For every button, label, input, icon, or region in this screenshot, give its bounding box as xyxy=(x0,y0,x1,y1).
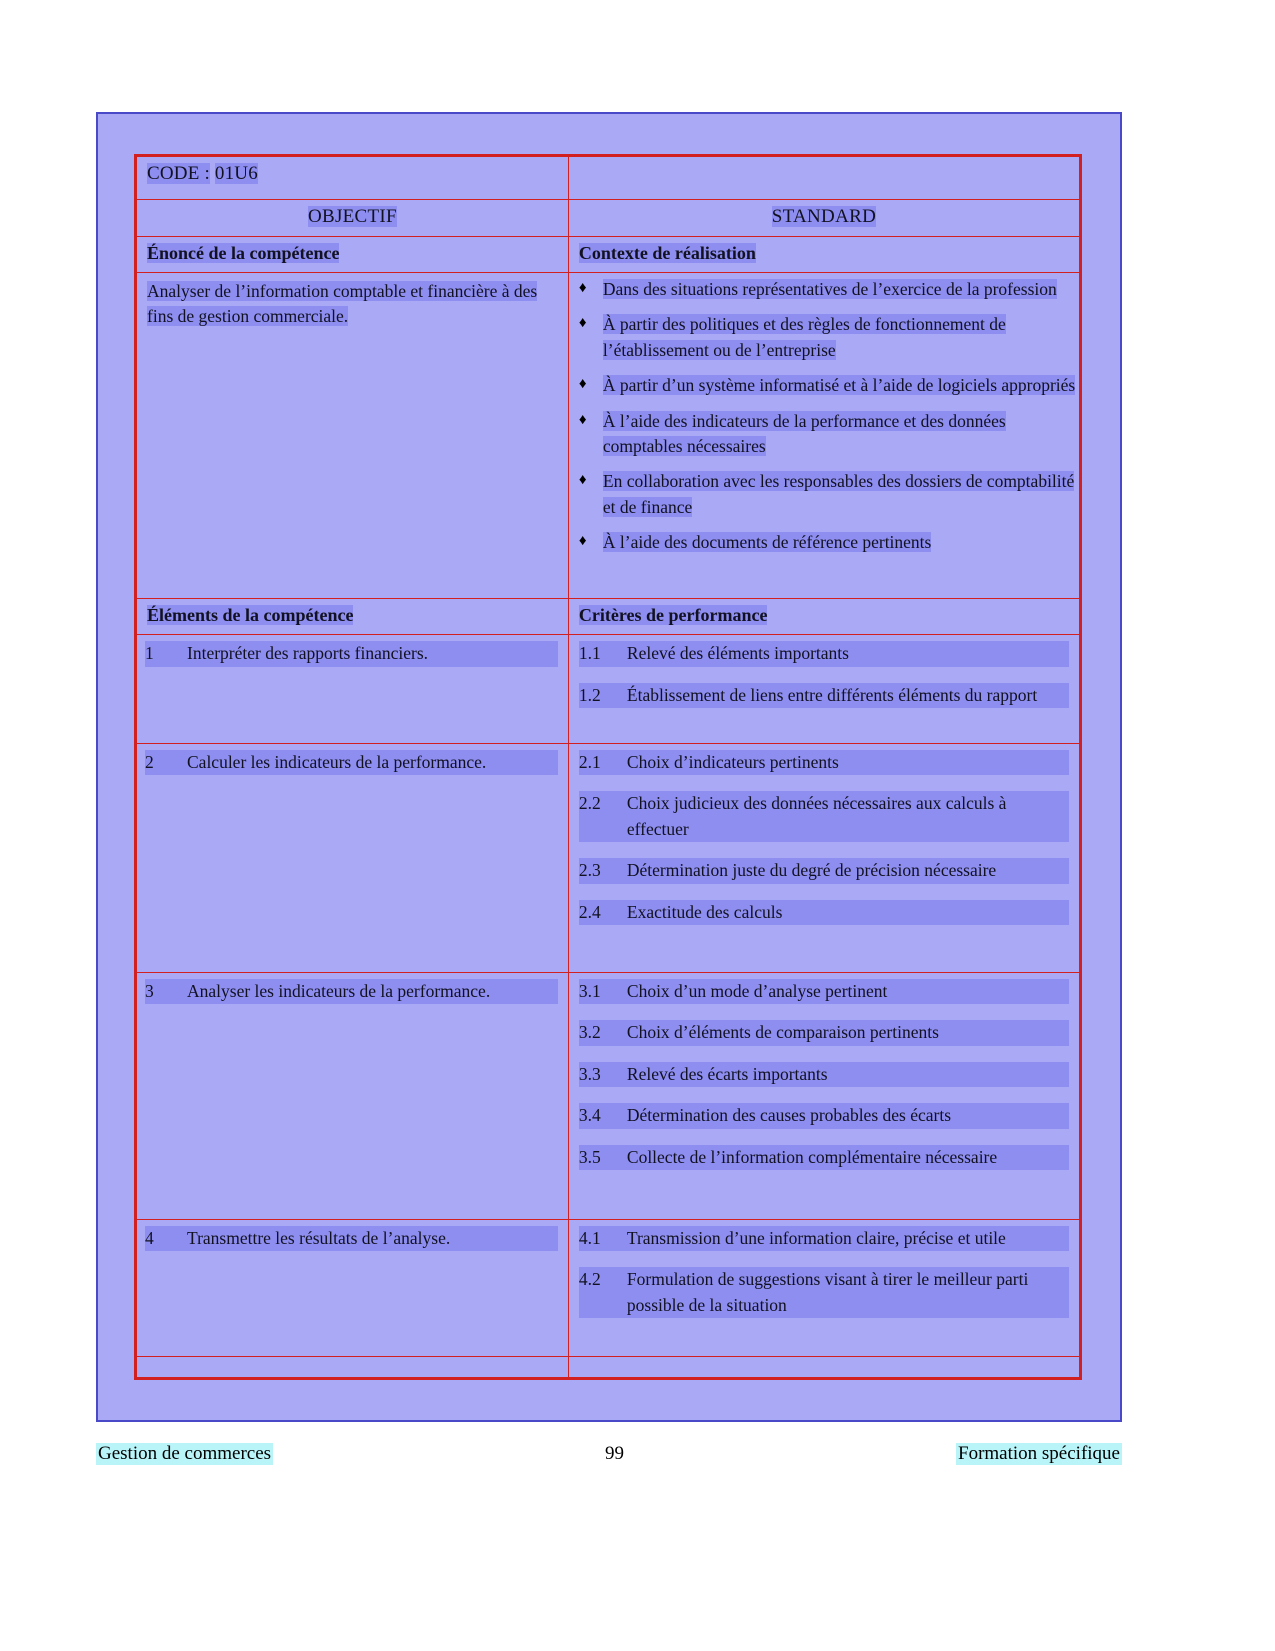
critere-text: Détermination juste du degré de précision nécessaire xyxy=(627,858,1069,883)
contexte-bullet-text: À partir d’un système informatisé et à l’aide de logiciels appropriés xyxy=(602,375,1076,396)
list-item xyxy=(579,900,1069,925)
enonce-header xyxy=(137,237,568,272)
contexte-bullet-text: Dans des situations représentatives de l’exercice de la profession xyxy=(602,279,1057,299)
element-number: 2 xyxy=(145,750,187,775)
enonce-contexte-row xyxy=(137,273,1080,599)
page-footer xyxy=(96,1443,1122,1465)
critere-text: Collecte de l’information complémentaire nécessaire xyxy=(627,1145,1069,1170)
critere-text: Choix judicieux des données nécessaires aux calculs à effectuer xyxy=(627,791,1069,842)
criteres-cell xyxy=(568,973,1079,1220)
critere-text: Formulation de suggestions visant à tirer le meilleur parti possible de la situation xyxy=(627,1267,1069,1318)
list-item xyxy=(579,1145,1069,1170)
enonce-text: Analyser de l’information comptable et financière à des fins de gestion commerciale. xyxy=(147,281,538,327)
critere-text: Détermination des causes probables des écarts xyxy=(627,1103,1069,1128)
diamond-bullet-icon: ♦ xyxy=(578,280,587,296)
list-item xyxy=(579,641,1069,666)
element-list-3 xyxy=(137,973,568,1028)
element-text: Transmettre les résultats de l’analyse. xyxy=(187,1226,558,1251)
list-item xyxy=(579,1226,1069,1251)
diamond-bullet-icon: ♦ xyxy=(578,315,587,332)
element-cell xyxy=(137,973,569,1220)
criteres-list-1 xyxy=(569,635,1079,732)
critere-number: 2.3 xyxy=(579,858,627,883)
criteres-list-2 xyxy=(569,744,1079,949)
standard-header-cell xyxy=(568,200,1079,237)
list-item xyxy=(145,641,558,666)
footer-left-text: Gestion de commerces xyxy=(98,1443,272,1464)
critere-text: Transmission d’une information claire, précise et utile xyxy=(627,1226,1069,1251)
list-item xyxy=(579,791,1069,842)
critere-number: 2.1 xyxy=(579,750,627,775)
elements-header-text: Éléments de la compétence xyxy=(147,605,354,626)
contexte-bullet-text: À partir des politiques et des règles de fonctionnement de l’établissement ou de l’entreprise xyxy=(602,314,1006,360)
contexte-header xyxy=(569,237,1079,272)
contexte-bullet-text: En collaboration avec les responsables des dossiers de comptabilité et de finance xyxy=(602,471,1075,517)
diamond-bullet-icon: ♦ xyxy=(578,376,587,393)
list-item xyxy=(569,530,1079,555)
table-row xyxy=(137,744,1080,973)
criteres-list-3 xyxy=(569,973,1079,1194)
critere-number: 1.2 xyxy=(579,683,627,708)
element-text: Interpréter des rapports financiers. xyxy=(187,641,558,666)
element-number: 3 xyxy=(145,979,187,1004)
element-number: 1 xyxy=(145,641,187,666)
critere-text: Relevé des éléments importants xyxy=(627,641,1069,666)
code-empty-cell xyxy=(568,157,1079,200)
table-row xyxy=(137,635,1080,744)
objectif-header-text: OBJECTIF xyxy=(307,206,397,227)
diamond-bullet-icon: ♦ xyxy=(578,533,587,549)
competency-table xyxy=(134,154,1082,1380)
standard-header xyxy=(569,200,1079,236)
list-item xyxy=(579,1103,1069,1128)
element-list-4 xyxy=(137,1220,568,1275)
critere-number: 3.1 xyxy=(579,979,627,1004)
enonce-text-block xyxy=(137,273,568,338)
criteres-header-text: Critères de performance xyxy=(578,605,768,626)
competency-grid xyxy=(136,156,1080,1378)
enonce-header-text: Énoncé de la compétence xyxy=(147,243,340,263)
elements-header-cell xyxy=(137,599,569,635)
critere-number: 2.4 xyxy=(579,900,627,925)
list-item xyxy=(145,1226,558,1251)
code-row xyxy=(137,157,1080,200)
criteres-cell xyxy=(568,744,1079,973)
critere-text: Établissement de liens entre différents éléments du rapport xyxy=(627,683,1069,708)
subheader-row-2 xyxy=(137,599,1080,635)
footer-right-text: Formation spécifique xyxy=(958,1443,1120,1464)
element-list-2 xyxy=(137,744,568,799)
table-row xyxy=(137,1219,1080,1356)
list-item xyxy=(579,683,1069,708)
element-text: Calculer les indicateurs de la performance. xyxy=(187,750,558,775)
list-item xyxy=(569,312,1079,363)
enonce-cell xyxy=(137,273,569,599)
element-cell xyxy=(137,1219,569,1356)
list-item xyxy=(579,1020,1069,1045)
subheader-row-1 xyxy=(137,237,1080,273)
critere-number: 2.2 xyxy=(579,791,627,842)
diamond-bullet-icon: ♦ xyxy=(578,472,587,489)
contexte-bullet-text: À l’aide des documents de référence pertinents xyxy=(602,532,932,552)
enonce-header-cell xyxy=(137,237,569,273)
list-item xyxy=(569,469,1079,520)
table-row xyxy=(137,973,1080,1220)
element-text: Analyser les indicateurs de la performance. xyxy=(187,979,558,1004)
critere-text: Choix d’indicateurs pertinents xyxy=(627,750,1069,775)
critere-number: 4.1 xyxy=(579,1226,627,1251)
critere-text: Exactitude des calculs xyxy=(627,900,1069,925)
list-item xyxy=(145,979,558,1004)
critere-number: 1.1 xyxy=(579,641,627,666)
criteres-header xyxy=(569,599,1079,634)
element-cell xyxy=(137,744,569,973)
list-item xyxy=(569,277,1079,302)
contexte-bullet-list xyxy=(569,277,1079,555)
criteres-cell xyxy=(568,635,1079,744)
list-item xyxy=(579,979,1069,1004)
page-number: 99 xyxy=(605,1443,625,1464)
critere-text: Relevé des écarts importants xyxy=(627,1062,1069,1087)
objectif-header-cell xyxy=(137,200,569,237)
list-item xyxy=(569,373,1079,398)
list-item xyxy=(579,1062,1069,1087)
standard-header-text: STANDARD xyxy=(771,206,877,227)
contexte-cell xyxy=(568,273,1079,599)
critere-number: 4.2 xyxy=(579,1267,627,1318)
list-item xyxy=(579,858,1069,883)
critere-text: Choix d’un mode d’analyse pertinent xyxy=(627,979,1069,1004)
critere-text: Choix d’éléments de comparaison pertinents xyxy=(627,1020,1069,1045)
code-value: 01U6 xyxy=(214,163,258,184)
contexte-header-text: Contexte de réalisation xyxy=(578,243,756,263)
element-cell xyxy=(137,635,569,744)
criteres-cell xyxy=(568,1219,1079,1356)
diamond-bullet-icon: ♦ xyxy=(578,411,587,428)
filler-cell-right xyxy=(568,1356,1079,1377)
list-item xyxy=(569,409,1079,460)
criteres-list-4 xyxy=(569,1220,1079,1342)
code-line xyxy=(137,157,568,193)
list-item xyxy=(579,750,1069,775)
critere-number: 3.3 xyxy=(579,1062,627,1087)
page-frame xyxy=(96,112,1122,1422)
code-label: CODE : xyxy=(147,163,210,184)
code-cell xyxy=(137,157,569,200)
criteres-header-cell xyxy=(568,599,1079,635)
critere-number: 3.2 xyxy=(579,1020,627,1045)
filler-row xyxy=(137,1356,1080,1377)
critere-number: 3.4 xyxy=(579,1103,627,1128)
list-item xyxy=(579,1267,1069,1318)
contexte-header-cell xyxy=(568,237,1079,273)
element-list-1 xyxy=(137,635,568,690)
elements-header xyxy=(137,599,568,634)
column-header-row xyxy=(137,200,1080,237)
element-number: 4 xyxy=(145,1226,187,1251)
filler-cell-left xyxy=(137,1356,569,1377)
objectif-header xyxy=(137,200,568,236)
critere-number: 3.5 xyxy=(579,1145,627,1170)
contexte-bullet-text: À l’aide des indicateurs de la performance et des données comptables nécessaires xyxy=(602,410,1006,456)
list-item xyxy=(145,750,558,775)
